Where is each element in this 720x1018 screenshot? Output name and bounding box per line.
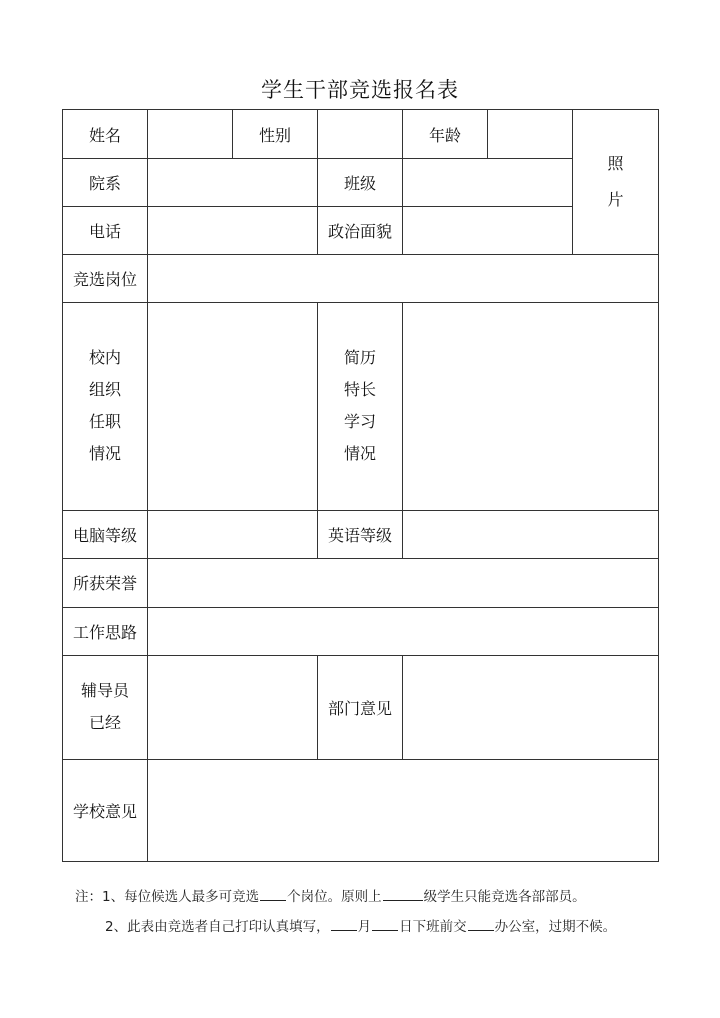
english-level-field[interactable] — [403, 510, 659, 558]
school-org-label-1: 校内 — [88, 348, 121, 368]
resume-label — [318, 303, 403, 510]
note1-mid: 个岗位。原则上 — [287, 889, 382, 905]
resume-field[interactable] — [403, 303, 659, 510]
school-org-field[interactable] — [148, 303, 318, 510]
photo-label-2: 片 — [607, 190, 624, 210]
department-field[interactable] — [148, 159, 318, 207]
school-org-label-4: 情况 — [88, 444, 121, 464]
max-positions-blank[interactable] — [260, 886, 286, 901]
class-field[interactable] — [403, 159, 573, 207]
dept-opinion-label: 部门意见 — [318, 655, 403, 759]
note2-month: 月 — [357, 919, 372, 935]
resume-label-4: 情况 — [343, 444, 376, 464]
computer-level-field[interactable] — [148, 510, 318, 558]
phone-field[interactable] — [148, 207, 318, 255]
gender-field[interactable] — [318, 110, 403, 159]
school-opinion-label: 学校意见 — [63, 759, 148, 861]
note2-prefix: 2、此表由竞选者自己打印认真填写， — [105, 919, 330, 935]
counselor-label — [63, 655, 148, 759]
name-label: 姓名 — [63, 110, 148, 159]
school-org-label — [63, 303, 148, 510]
note-line-2 — [75, 912, 695, 942]
work-ideas-label: 工作思路 — [63, 607, 148, 655]
political-status-field[interactable] — [403, 207, 573, 255]
honors-field[interactable] — [148, 558, 659, 607]
note1-suffix: 级学生只能竞选各部部员。 — [423, 889, 586, 905]
department-label: 院系 — [63, 159, 148, 207]
month-blank[interactable] — [331, 916, 357, 931]
gender-label: 性别 — [233, 110, 318, 159]
dept-opinion-field[interactable] — [403, 655, 659, 759]
resume-label-2: 特长 — [343, 380, 376, 400]
position-label: 竞选岗位 — [63, 255, 148, 303]
photo-box[interactable] — [573, 110, 659, 255]
political-status-label: 政治面貌 — [318, 207, 403, 255]
counselor-label-2: 已经 — [88, 713, 121, 733]
honors-label: 所获荣誉 — [63, 558, 148, 607]
note-line-1 — [75, 882, 695, 912]
work-ideas-field[interactable] — [148, 607, 659, 655]
age-label: 年龄 — [403, 110, 488, 159]
day-blank[interactable] — [372, 916, 398, 931]
notes — [75, 882, 695, 942]
application-form-table — [62, 109, 659, 862]
phone-label: 电话 — [63, 207, 148, 255]
counselor-field[interactable] — [148, 655, 318, 759]
note2-day: 日下班前交 — [399, 919, 467, 935]
age-field[interactable] — [488, 110, 573, 159]
english-level-label: 英语等级 — [318, 510, 403, 558]
counselor-label-1: 辅导员 — [80, 681, 129, 701]
position-field[interactable] — [148, 255, 659, 303]
school-opinion-field[interactable] — [148, 759, 659, 861]
office-blank[interactable] — [468, 916, 494, 931]
school-org-label-2: 组织 — [88, 380, 121, 400]
note2-suffix: 办公室，过期不候。 — [494, 919, 617, 935]
note1-prefix: 注：1、每位候选人最多可竞选 — [75, 889, 260, 905]
form-title: 学生干部竞选报名表 — [261, 78, 459, 102]
class-label: 班级 — [318, 159, 403, 207]
resume-label-1: 简历 — [343, 348, 376, 368]
computer-level-label: 电脑等级 — [63, 510, 148, 558]
photo-label-1: 照 — [607, 154, 624, 174]
grade-blank[interactable] — [383, 886, 423, 901]
name-field[interactable] — [148, 110, 233, 159]
resume-label-3: 学习 — [343, 412, 376, 432]
school-org-label-3: 任职 — [88, 412, 121, 432]
